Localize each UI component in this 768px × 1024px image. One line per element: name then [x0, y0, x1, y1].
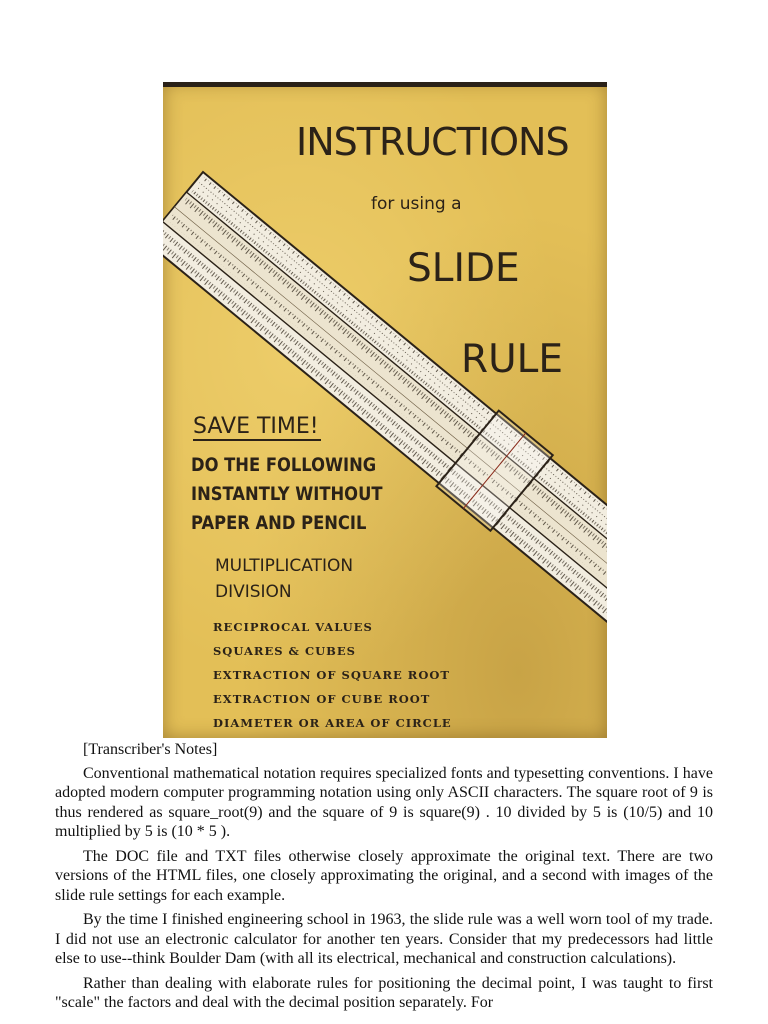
cover-feature: SQUARES & CUBES [213, 644, 356, 658]
cover-bold-line: INSTANTLY WITHOUT [191, 483, 383, 505]
slide-rule-illustration [163, 82, 607, 738]
cover-operation: DIVISION [215, 582, 292, 602]
cover-feature: EXTRACTION OF CUBE ROOT [213, 692, 431, 706]
cover-subtitle: for using a [371, 194, 462, 214]
cover-word-slide: SLIDE [407, 246, 520, 291]
cover-bold-line: DO THE FOLLOWING [191, 454, 377, 476]
cover-bold-line: PAPER AND PENCIL [191, 512, 367, 534]
save-time-heading: SAVE TIME! [193, 414, 319, 439]
notes-paragraph: Conventional mathematical notation requires specialized fonts and typesetting conventions. I have adopted modern computer programming notation using only ASCII characters. The square root of 9 is thus rendered as square_root(9) and the square of 9 is square(9) . 10 divided by 5 is (10/5) and 10 multiplied by 5 is (10 * 5 ). [55, 764, 713, 840]
cover-feature: RECIPROCAL VALUES [213, 620, 373, 634]
notes-paragraph: By the time I finished engineering school in 1963, the slide rule was a well worn tool of my trade. I did not use an electronic calculator for another ten years. Consider that my predecessors had little else to use--think Boulder Dam (with all its electrical, mechanical and construction calculations). [55, 911, 713, 967]
cover-title: INSTRUCTIONS [296, 120, 569, 164]
cover-feature: DIAMETER OR AREA OF CIRCLE [213, 716, 452, 730]
cover-operation: MULTIPLICATION [215, 556, 354, 576]
notes-heading: [Transcriber's Notes] [83, 741, 218, 758]
notes-paragraph: Rather than dealing with elaborate rules for positioning the decimal point, I was taught to first "scale" the factors and deal with the decimal position separately. For [55, 974, 713, 1011]
transcriber-notes [55, 740, 713, 1018]
cover-feature: EXTRACTION OF SQUARE ROOT [213, 668, 450, 682]
cover-word-rule: RULE [461, 337, 564, 382]
notes-paragraph: The DOC file and TXT files otherwise closely approximate the original text. There are two versions of the HTML files, one closely approximating the original, and a second with images of the slide rule settings for each example. [55, 847, 713, 904]
booklet-cover-image [163, 82, 607, 738]
